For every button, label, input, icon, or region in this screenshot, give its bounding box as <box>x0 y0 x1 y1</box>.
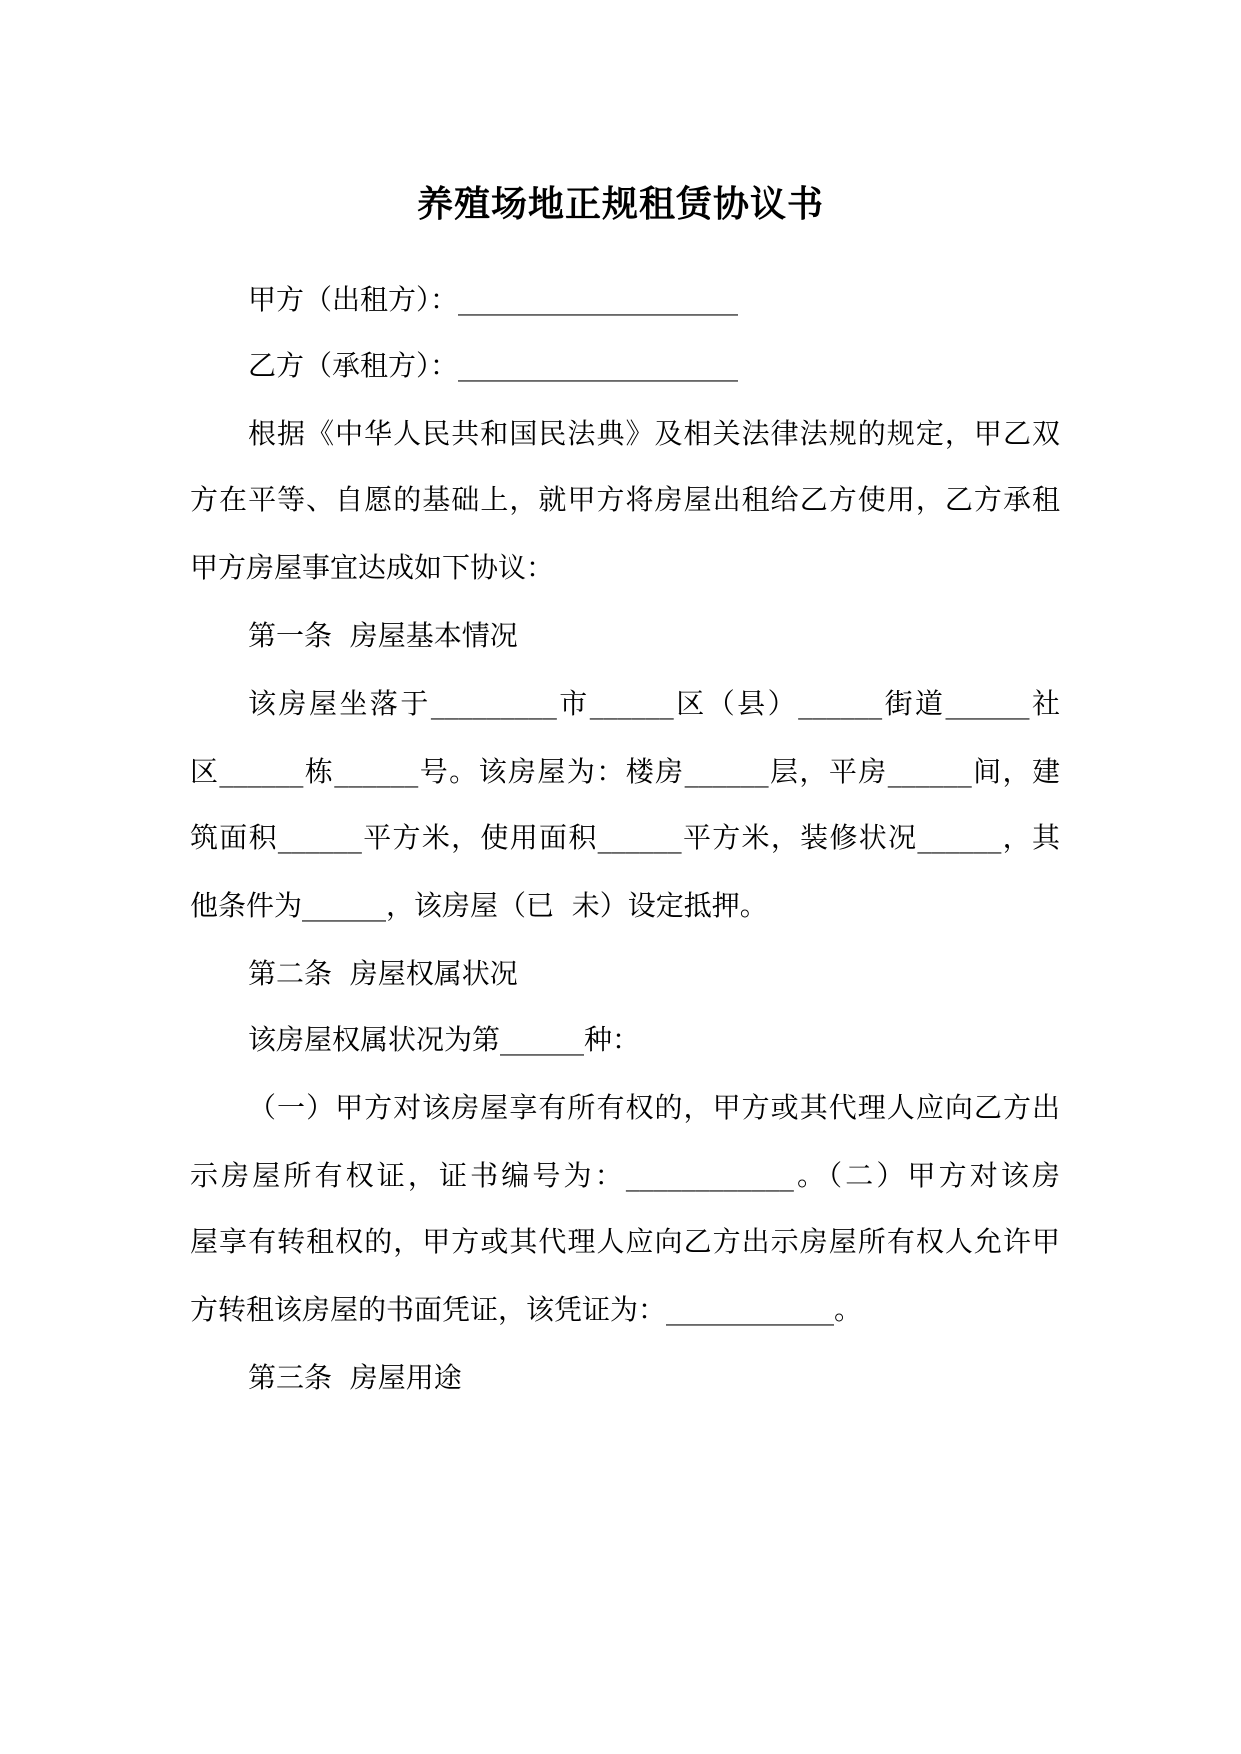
article-2-heading: 第二条 房屋权属状况 <box>248 957 518 990</box>
preamble-line-2: 方在平等、自愿的基础上，就甲方将房屋出租给乙方使用，乙方承租 <box>190 483 1060 516</box>
party-b-line: 乙方（承租方）：____________________ <box>248 349 739 382</box>
article-1-line-2: 区______栋______号。该房屋为：楼房______层，平房______间，建 <box>190 755 1060 788</box>
article-1-heading: 第一条 房屋基本情况 <box>248 619 518 652</box>
article-3-heading: 第三条 房屋用途 <box>248 1361 462 1394</box>
article-2-line-5: 方转租该房屋的书面凭证，该凭证为：____________。 <box>190 1293 863 1326</box>
preamble-line-1: 根据《中华人民共和国民法典》及相关法律法规的规定，甲乙双 <box>248 417 1060 450</box>
document-title: 养殖场地正规租赁协议书 <box>416 183 824 225</box>
article-2-line-2: （一）甲方对该房屋享有所有权的，甲方或其代理人应向乙方出 <box>248 1091 1060 1124</box>
party-a-line: 甲方（出租方）：____________________ <box>248 283 739 316</box>
article-1-line-4: 他条件为______，该房屋（已 未）设定抵押。 <box>190 889 768 922</box>
article-2-line-3: 示房屋所有权证，证书编号为：____________。（二）甲方对该房 <box>190 1159 1060 1192</box>
article-2-line-1: 该房屋权属状况为第______种： <box>248 1023 641 1056</box>
article-1-line-3: 筑面积______平方米，使用面积______平方米，装修状况______，其 <box>190 821 1060 854</box>
article-2-line-4: 屋享有转租权的，甲方或其代理人应向乙方出示房屋所有权人允许甲 <box>190 1225 1060 1258</box>
preamble-line-3: 甲方房屋事宜达成如下协议： <box>190 551 555 584</box>
article-1-line-1: 该房屋坐落于_________市______区（县）______街道______社 <box>248 687 1060 720</box>
